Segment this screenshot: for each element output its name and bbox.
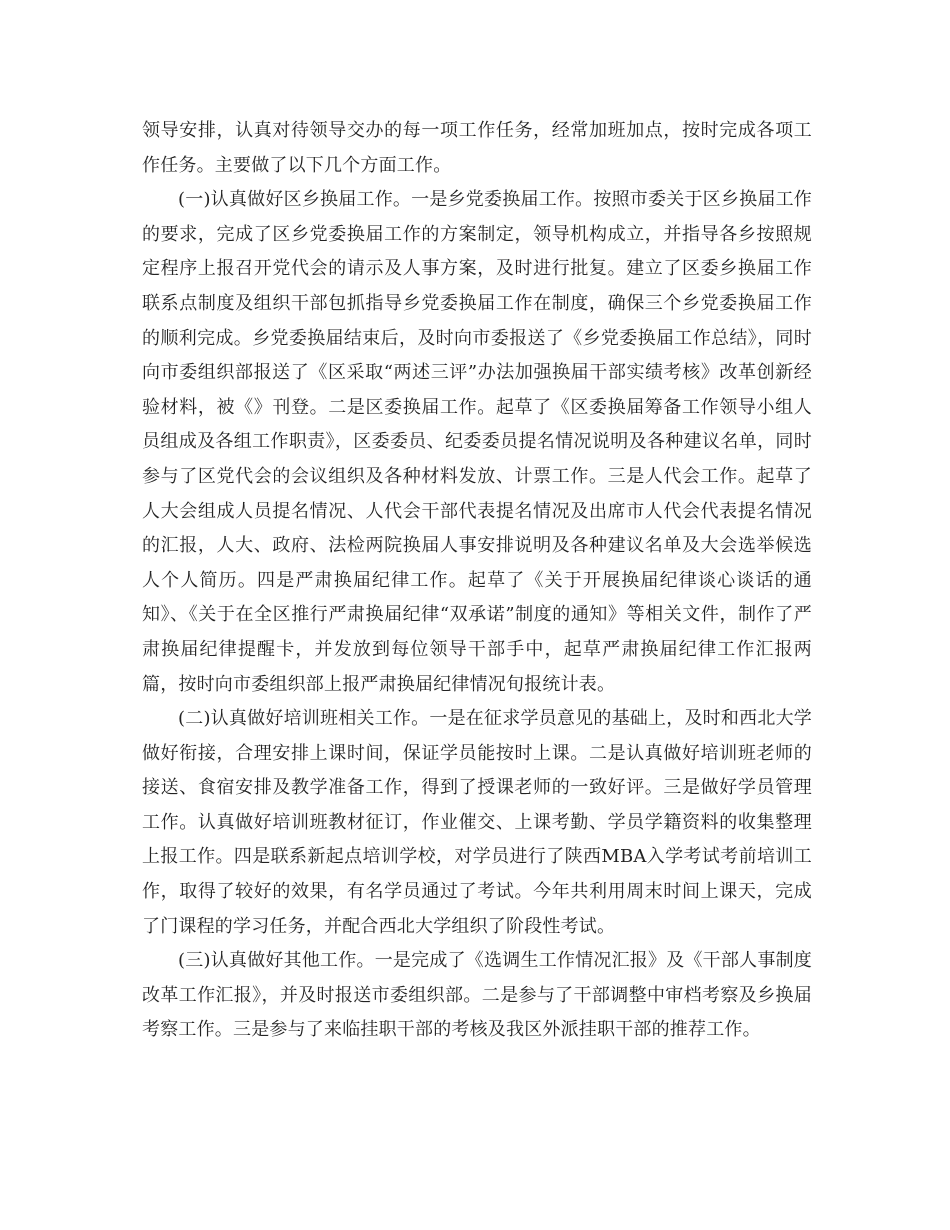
paragraph-section-1: (一)认真做好区乡换届工作。一是乡党委换届工作。按照市委关于区乡换届工作的要求，完成了区乡党委换届工作的方案制定，领导机构成立，并指导各乡按照规定程序上报召开党代会的请示及人事方案，及时进行批复。建立了区委乡换届工作联系点制度及组织干部包抓指导乡党委换届工作在制度，确保三个乡党委换届工作的顺利完成。乡党委换届结束后，及时向市委报送了《乡党委换届工作总结》，同时向市委组织部报送了《区采取“两述三评”办法加强换届干部实绩考核》改革创新经验材料，被《》刊登。二是区委换届工作。起草了《区委换届筹备工作领导小组人员组成及各组工作职责》，区委委员、纪委委员提名情况说明及各种建议名单，同时参与了区党代会的会议组织及各种材料发放、计票工作。三是人代会工作。起草了人大会组成人员提名情况、人代会干部代表提名情况及出席市人代会代表提名情况的汇报，人大、政府、法检两院换届人事安排说明及各种建议名单及大会选举候选人个人简历。四是严肃换届纪律工作。起草了《关于开展换届纪律谈心谈话的通知》、《关于在全区推行严肃换届纪律“双承诺”制度的通知》等相关文件，制作了严肃换届纪律提醒卡，并发放到每位领导干部手中，起草严肃换届纪律工作汇报两篇，按时向市委组织部上报严肃换届纪律情况旬报统计表。 <box>142 189 812 695</box>
paragraph-intro: 领导安排，认真对待领导交办的每一项工作任务，经常加班加点，按时完成各项工作任务。主要做了以下几个方面工作。 <box>142 120 812 176</box>
paragraph-section-3: (三)认真做好其他工作。一是完成了《选调生工作情况汇报》及《干部人事制度改革工作汇报》，并及时报送市委组织部。二是参与了干部调整中审档考察及乡换届考察工作。三是参与了来临挂职干部的考核及我区外派挂职干部的推荐工作。 <box>142 950 812 1041</box>
paragraph-section-2: (二)认真做好培训班相关工作。一是在征求学员意见的基础上，及时和西北大学做好衔接，合理安排上课时间，保证学员能按时上课。二是认真做好培训班老师的接送、食宿安排及教学准备工作，得到了授课老师的一致好评。三是做好学员管理工作。认真做好培训班教材征订，作业催交、上课考勤、学员学籍资料的收集整理上报工作。四是联系新起点培训学校，对学员进行了陕西MBA入学考试考前培训工作，取得了较好的效果，有名学员通过了考试。今年共利用周末时间上课天，完成了门课程的学习任务，并配合西北大学组织了阶段性考试。 <box>142 708 812 937</box>
document-body <box>142 114 812 1048</box>
